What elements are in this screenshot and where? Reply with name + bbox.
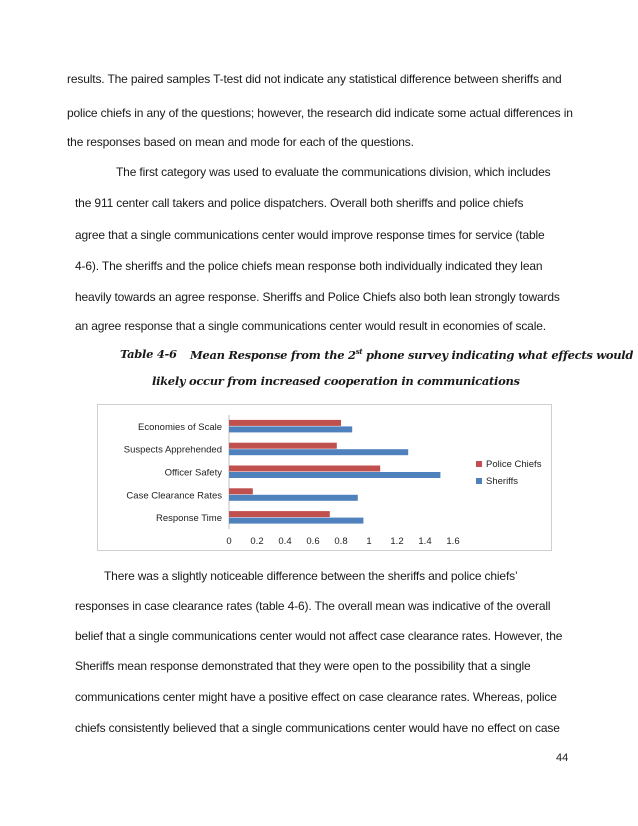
bar-chart xyxy=(97,404,552,551)
body-text-line: The first category was used to evaluate the communications division, which includes xyxy=(116,165,551,179)
bar-police-chiefs xyxy=(229,511,330,517)
category-label: Suspects Apprehended xyxy=(123,444,222,456)
body-text-line: agree that a single communications center would improve response times for service (table xyxy=(75,228,545,242)
body-text-line: responses in case clearance rates (table 4-6). The overall mean was indicative of the overall xyxy=(75,599,551,613)
body-text-line: results. The paired samples T-test did not indicate any statistical difference between sheriffs and xyxy=(67,72,562,86)
bar-police-chiefs xyxy=(229,488,253,494)
bar-police-chiefs xyxy=(229,443,337,449)
body-text-line: heavily towards an agree response. Sheriffs and Police Chiefs also both lean strongly towards xyxy=(75,290,560,304)
bar-police-chiefs xyxy=(229,466,380,472)
x-tick-label: 0.8 xyxy=(334,536,348,547)
body-text-line: the responses based on mean and mode for each of the questions. xyxy=(67,135,414,149)
body-text-line: communications center might have a positive effect on case clearance rates. Whereas, police xyxy=(75,690,557,704)
category-label: Economies of Scale xyxy=(138,421,222,433)
body-text-line: police chiefs in any of the questions; however, the research did indicate some actual differences in xyxy=(67,106,573,120)
page-number: 44 xyxy=(556,752,569,764)
bar-sheriffs xyxy=(229,518,363,524)
x-tick-label: 0.4 xyxy=(278,536,292,547)
bar-police-chiefs xyxy=(229,420,341,426)
x-tick-label: 1.4 xyxy=(418,536,432,547)
x-tick-label: 0.6 xyxy=(306,536,320,547)
legend-swatch xyxy=(476,478,482,484)
table-title xyxy=(190,347,633,362)
bar-sheriffs xyxy=(229,472,440,478)
x-tick-label: 1.6 xyxy=(446,536,460,547)
chart-canvas xyxy=(98,405,553,552)
x-tick-label: 1.2 xyxy=(390,536,404,547)
body-text-line: There was a slightly noticeable difference between the sheriffs and police chiefs’ xyxy=(104,569,518,583)
bar-sheriffs xyxy=(229,449,408,455)
table-title-pre: Mean Response from the 2 xyxy=(190,347,356,362)
x-tick-label: 0 xyxy=(226,536,232,547)
body-text-line: 4-6). The sheriffs and the police chiefs mean response both individually indicated they lean xyxy=(75,259,543,273)
x-tick-label: 0.2 xyxy=(250,536,264,547)
body-text-line: the 911 center call takers and police dispatchers. Overall both sheriffs and police chiefs xyxy=(75,196,524,210)
category-label: Response Time xyxy=(155,513,222,525)
body-text-line: an agree response that a single communications center would result in economies of scale. xyxy=(75,319,546,333)
category-label: Case Clearance Rates xyxy=(126,490,222,502)
table-title-line2: likely occur from increased cooperation in communications xyxy=(152,374,520,388)
category-label: Officer Safety xyxy=(164,467,222,479)
table-title-post: phone survey indicating what effects would xyxy=(362,347,634,362)
legend-label: Sheriffs xyxy=(486,476,519,487)
table-title-sup: st xyxy=(355,347,363,356)
body-text-line: belief that a single communications center would not affect case clearance rates. However, the xyxy=(75,629,563,643)
bar-sheriffs xyxy=(229,495,358,501)
body-text-line: Sheriffs mean response demonstrated that they were open to the possibility that a single xyxy=(75,659,531,673)
bar-sheriffs xyxy=(229,426,352,432)
legend-swatch xyxy=(476,461,482,467)
x-tick-label: 1 xyxy=(366,536,372,547)
table-label: Table 4-6 xyxy=(120,347,177,361)
body-text-line: chiefs consistently believed that a single communications center would have no effect on case xyxy=(75,721,560,735)
legend-label: Police Chiefs xyxy=(486,459,542,470)
